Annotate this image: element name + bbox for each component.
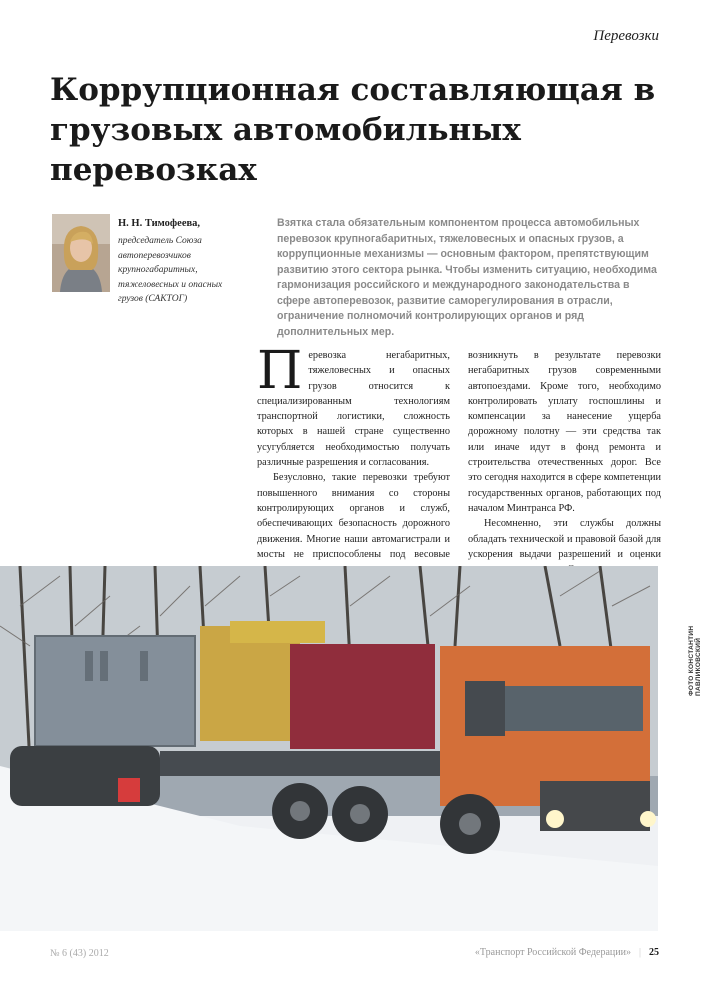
photo-credit: ФОТО КОНСТАНТИН ПАВЛИКОВСКИЙ	[688, 625, 702, 696]
text-column-left	[257, 341, 450, 577]
author-photo	[52, 214, 110, 292]
footer-divider: |	[638, 947, 641, 958]
article-title: Коррупционная составляющая в грузовых автомобильных перевозках	[50, 72, 656, 188]
paragraph: возникнуть в результате перевозки негабаритных грузов современными автопоездами. Кроме того, необходимо контролировать уплату госпошлины и компенсации за нанесение ущерба дорожному полотну — эти средства так или иначе идут в фонд ремонта и строительства отечественных дорог. Все это сегодня находится в сфере компетенции государственных органов, работающих под началом Минтранса РФ.	[468, 350, 661, 514]
text-column-right	[468, 348, 661, 577]
article-lead: Взятка стала обязательным компонентом процесса автомобильных перевозок крупногабаритных, тяжеловесных и опасных грузов, а коррупционные механизмы — основным фактором, препятствующим развитию этого сектора рынка. Чтобы изменить ситуацию, необходима гармонизация российского и международного законодательства в сфере автоперевозок, развитие саморегулирования в отрасли, ограничение полномочий контролирующих органов и ряд дополнительных мер.	[277, 217, 657, 338]
drop-cap: П	[257, 341, 303, 401]
paragraph: Безусловно, такие перевозки требуют повышенного внимания со стороны контролирующих органов и служб, обеспечивающих безопасность дорожного движения. Многие наши автомагистрали и мосты не приспособлены под весовые	[257, 472, 450, 560]
section-rubric: Перевозки	[593, 28, 659, 44]
page-number: 25	[649, 947, 659, 958]
footer-journal	[475, 947, 659, 958]
paragraph: Несомненно, эти службы должны обладать технической и правовой базой для ускорения выдачи разрешений и оценки	[468, 518, 661, 560]
author-role: председатель Союза автоперевозчиков крупногабаритных, тяжеловесных и опасных грузов (САКТОГ)	[118, 236, 223, 304]
paragraph: Перевозка негабаритных, тяжеловесных и опасных грузов относится к специализированным технологиям транспортной логистики, сложность которых в нашей стране существенно усугубляется необходимостью получать различные разрешения и согласования.	[257, 341, 450, 469]
journal-name: «Транспорт Российской Федерации»	[474, 947, 631, 958]
author-name: Н. Н. Тимофеева,	[118, 218, 201, 229]
truck-photo	[0, 566, 658, 931]
issue-number: № 6 (43) 2012	[50, 948, 109, 959]
